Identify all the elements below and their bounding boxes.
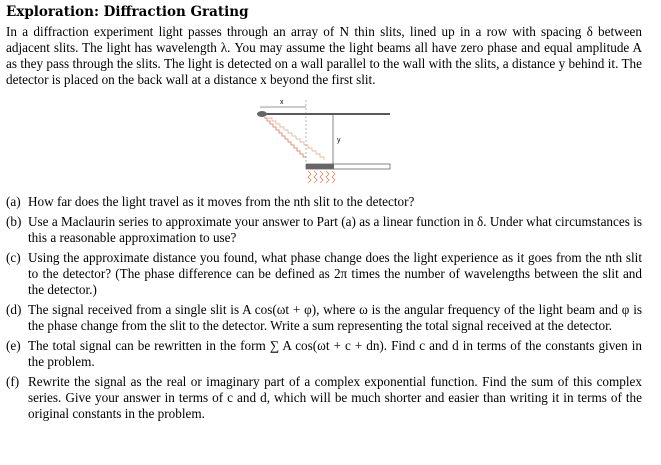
diffraction-diagram <box>250 94 400 184</box>
intro-paragraph: In a diffraction experiment light passes through an array of N thin slits, lined up in a row with spacing δ between adjacent slits. The light has wavelength λ. You may assume the light beams all have zero phase and equal amplitude A as they pass through the slits. The light is detected on a wall parallel to the wall with the slits, a distance y behind it. The detector is placed on the back wall at a distance x beyond the first slit. <box>6 24 642 87</box>
slit-array <box>306 164 334 169</box>
part-c: (c) Using the approximate distance you found, what phase change does the light experience as it goes from the nth slit to the detector? (The phase difference can be defined as 2π times the number of wavelengths between the slit and the detector.) <box>6 250 642 297</box>
page-title: Exploration: Diffraction Grating <box>6 4 249 20</box>
question-parts <box>6 194 642 422</box>
x-label: x <box>280 99 284 106</box>
part-e: (e) The total signal can be rewritten in the form ∑ A cos(ωt + c + dn). Find c and d in terms of the constants given in the problem. <box>6 338 642 369</box>
detector <box>257 111 267 117</box>
light-wave <box>264 118 306 157</box>
part-d: (d) The signal received from a single slit is A cos(ωt + φ), where ω is the angular frequency of the light beam and φ is the phase change from the slit to the detector. Write a sum representing the total signal received at the detector. <box>6 302 642 333</box>
document <box>6 4 642 426</box>
incident-waves <box>308 171 335 183</box>
part-b: (b) Use a Maclaurin series to approximate your answer to Part (a) as a linear function in δ. Under what circumstances is this a reasonable approximation to use? <box>6 214 642 245</box>
part-a: (a) How far does the light travel as it moves from the nth slit to the detector? <box>6 194 415 209</box>
y-label: y <box>337 137 341 144</box>
light-wave <box>268 118 324 160</box>
part-f: (f) Rewrite the signal as the real or imaginary part of a complex exponential function. Find the sum of this complex series. Give your answer in terms of c and d, which will be much shorter and easier than writing it in terms of the original constants in the problem. <box>6 374 642 421</box>
